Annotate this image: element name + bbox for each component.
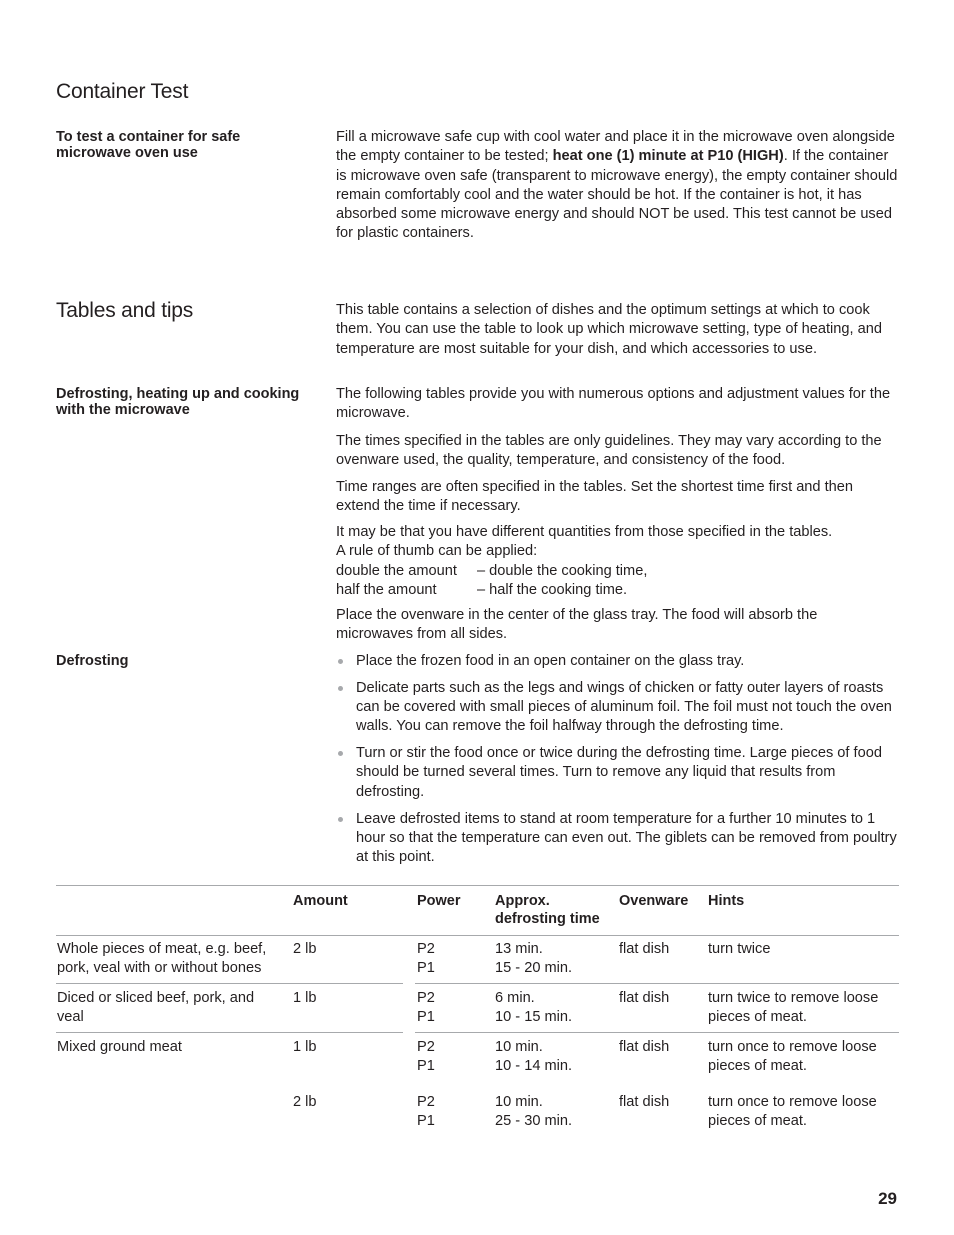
table-cell-time <box>495 940 572 977</box>
table-header-amount: Amount <box>293 893 348 909</box>
table-cell-time-stage2: 15 - 20 min. <box>495 959 573 976</box>
table-cell-power-stage1: P2 <box>417 990 435 1006</box>
table-cell-time-stage1: 6 min. <box>495 990 535 1006</box>
table-top-rule <box>56 885 899 886</box>
table-cell-power <box>417 989 435 1026</box>
defrost-heat-cook-p1: The following tables provide you with numerous options and adjustment values for the microwave. <box>336 386 891 422</box>
table-cell-food: Whole pieces of meat, e.g. beef, pork, veal with or without bones <box>57 941 267 976</box>
table-cell-power-stage2: P1 <box>417 1112 435 1129</box>
table-cell-hints: turn twice <box>708 941 771 957</box>
table-cell-time-stage2: 10 - 15 min. <box>495 1008 573 1025</box>
table-header-time-line2: defrosting time <box>495 911 600 927</box>
table-cell-time-stage2: 10 - 14 min. <box>495 1057 573 1074</box>
table-cell-time <box>495 989 572 1026</box>
table-row-rule-right <box>415 983 899 984</box>
table-cell-time-stage1: 13 min. <box>495 941 543 957</box>
table-cell-ovenware: flat dish <box>619 1039 670 1055</box>
table-row-rule-right <box>415 1032 899 1033</box>
table-cell-ovenware: flat dish <box>619 1094 670 1110</box>
table-cell-hints: turn twice to remove loose pieces of meat. <box>708 990 879 1025</box>
container-test-heading: Container Test <box>56 80 189 103</box>
defrost-heat-cook-p2: The times specified in the tables are only guidelines. They may vary according to the ovenware used, the quality, temperature, and consistency of the food. <box>336 433 882 469</box>
defrost-heat-cook-side-label: Defrosting, heating up and cooking with the microwave <box>56 386 300 418</box>
table-cell-amount: 2 lb <box>293 1094 317 1110</box>
table-cell-ovenware: flat dish <box>619 990 670 1006</box>
table-cell-time-stage1: 10 min. <box>495 1039 543 1055</box>
table-cell-amount: 2 lb <box>293 941 317 957</box>
table-cell-food: Mixed ground meat <box>57 1039 182 1055</box>
table-cell-power-stage2: P1 <box>417 1057 435 1074</box>
page-number: 29 <box>878 1189 897 1208</box>
rule-row-half <box>336 581 898 600</box>
container-test-text-before: Fill a microwave safe cup with cool water and place it in the microwave oven alongside the empty container to be tested; <box>336 129 895 165</box>
table-cell-time <box>495 1093 572 1130</box>
table-header-time <box>495 892 600 928</box>
table-cell-time-stage1: 10 min. <box>495 1094 543 1110</box>
defrost-heat-cook-p4 <box>336 523 898 600</box>
table-cell-amount: 1 lb <box>293 990 317 1006</box>
table-cell-hints: turn once to remove loose pieces of meat. <box>708 1039 877 1074</box>
rule-intro-line1: It may be that you have different quantities from those specified in the tables. <box>336 524 833 540</box>
table-header-time-line1: Approx. <box>495 893 550 909</box>
table-header-power: Power <box>417 893 461 909</box>
rule-half-left: half the amount <box>336 581 437 598</box>
table-cell-power-stage1: P2 <box>417 941 435 957</box>
container-test-text-after: . If the container is microwave oven safe (transparent to microwave energy), the empty container should remain comfortably cool and the water should be hot. If the container is hot, it has absorbed some microwave energy and should NOT be used. This test cannot be used for plastic containers. <box>336 148 898 242</box>
table-cell-power-stage1: P2 <box>417 1039 435 1055</box>
table-cell-power-stage2: P1 <box>417 1008 435 1025</box>
table-cell-ovenware: flat dish <box>619 941 670 957</box>
defrosting-bullet: Turn or stir the food once or twice during the defrosting time. Large pieces of food should be turned several times. Turn to remove any liquid that results from defrosting. <box>336 744 898 802</box>
table-cell-power-stage2: P1 <box>417 959 435 976</box>
defrosting-bullet: Delicate parts such as the legs and wings of chicken or fatty outer layers of roasts can be covered with small pieces of aluminum foil. The foil must not touch the oven walls. You can remove the foil halfway through the defrosting time. <box>336 679 898 737</box>
table-row-rule-left <box>56 1032 403 1033</box>
table-cell-power <box>417 940 435 977</box>
container-test-paragraph <box>336 128 898 244</box>
table-header-rule <box>56 935 899 936</box>
rule-double-right: – double the cooking time, <box>477 562 648 579</box>
table-header-ovenware: Ovenware <box>619 893 689 909</box>
table-cell-power <box>417 1093 435 1130</box>
rule-double-left: double the amount <box>336 562 457 579</box>
table-cell-time <box>495 1038 572 1075</box>
defrosting-bullet-list <box>336 652 898 875</box>
tables-tips-heading: Tables and tips <box>56 299 194 322</box>
defrosting-side-label: Defrosting <box>56 653 129 669</box>
table-row-rule-left <box>56 983 403 984</box>
container-test-text-bold: heat one (1) minute at P10 (HIGH) <box>552 148 784 165</box>
defrost-heat-cook-p5: Place the ovenware in the center of the glass tray. The food will absorb the microwaves from all sides. <box>336 607 818 643</box>
rule-row-double <box>336 562 898 581</box>
table-cell-food: Diced or sliced beef, pork, and veal <box>57 990 255 1025</box>
defrost-heat-cook-p3: Time ranges are often specified in the tables. Set the shortest time first and then extend the time if necessary. <box>336 479 854 515</box>
tables-tips-intro: This table contains a selection of dishes and the optimum settings at which to cook them. You can use the table to look up which microwave setting, type of heating, and temperature are most suitable for your dish, and which accessories to use. <box>336 302 882 357</box>
defrosting-bullet: Leave defrosted items to stand at room temperature for a further 10 minutes to 1 hour so that the temperature can even out. The giblets can be removed from poultry at this point. <box>336 810 898 868</box>
table-header-hints: Hints <box>708 893 745 909</box>
table-cell-amount: 1 lb <box>293 1039 317 1055</box>
table-cell-power <box>417 1038 435 1075</box>
rule-half-right: – half the cooking time. <box>477 581 628 598</box>
table-cell-power-stage1: P2 <box>417 1094 435 1110</box>
table-cell-time-stage2: 25 - 30 min. <box>495 1112 573 1129</box>
container-test-side-label: To test a container for safe microwave oven use <box>56 129 241 161</box>
rule-intro-line2: A rule of thumb can be applied: <box>336 543 538 560</box>
table-cell-hints: turn once to remove loose pieces of meat. <box>708 1094 877 1129</box>
defrosting-bullet: Place the frozen food in an open container on the glass tray. <box>336 652 898 671</box>
